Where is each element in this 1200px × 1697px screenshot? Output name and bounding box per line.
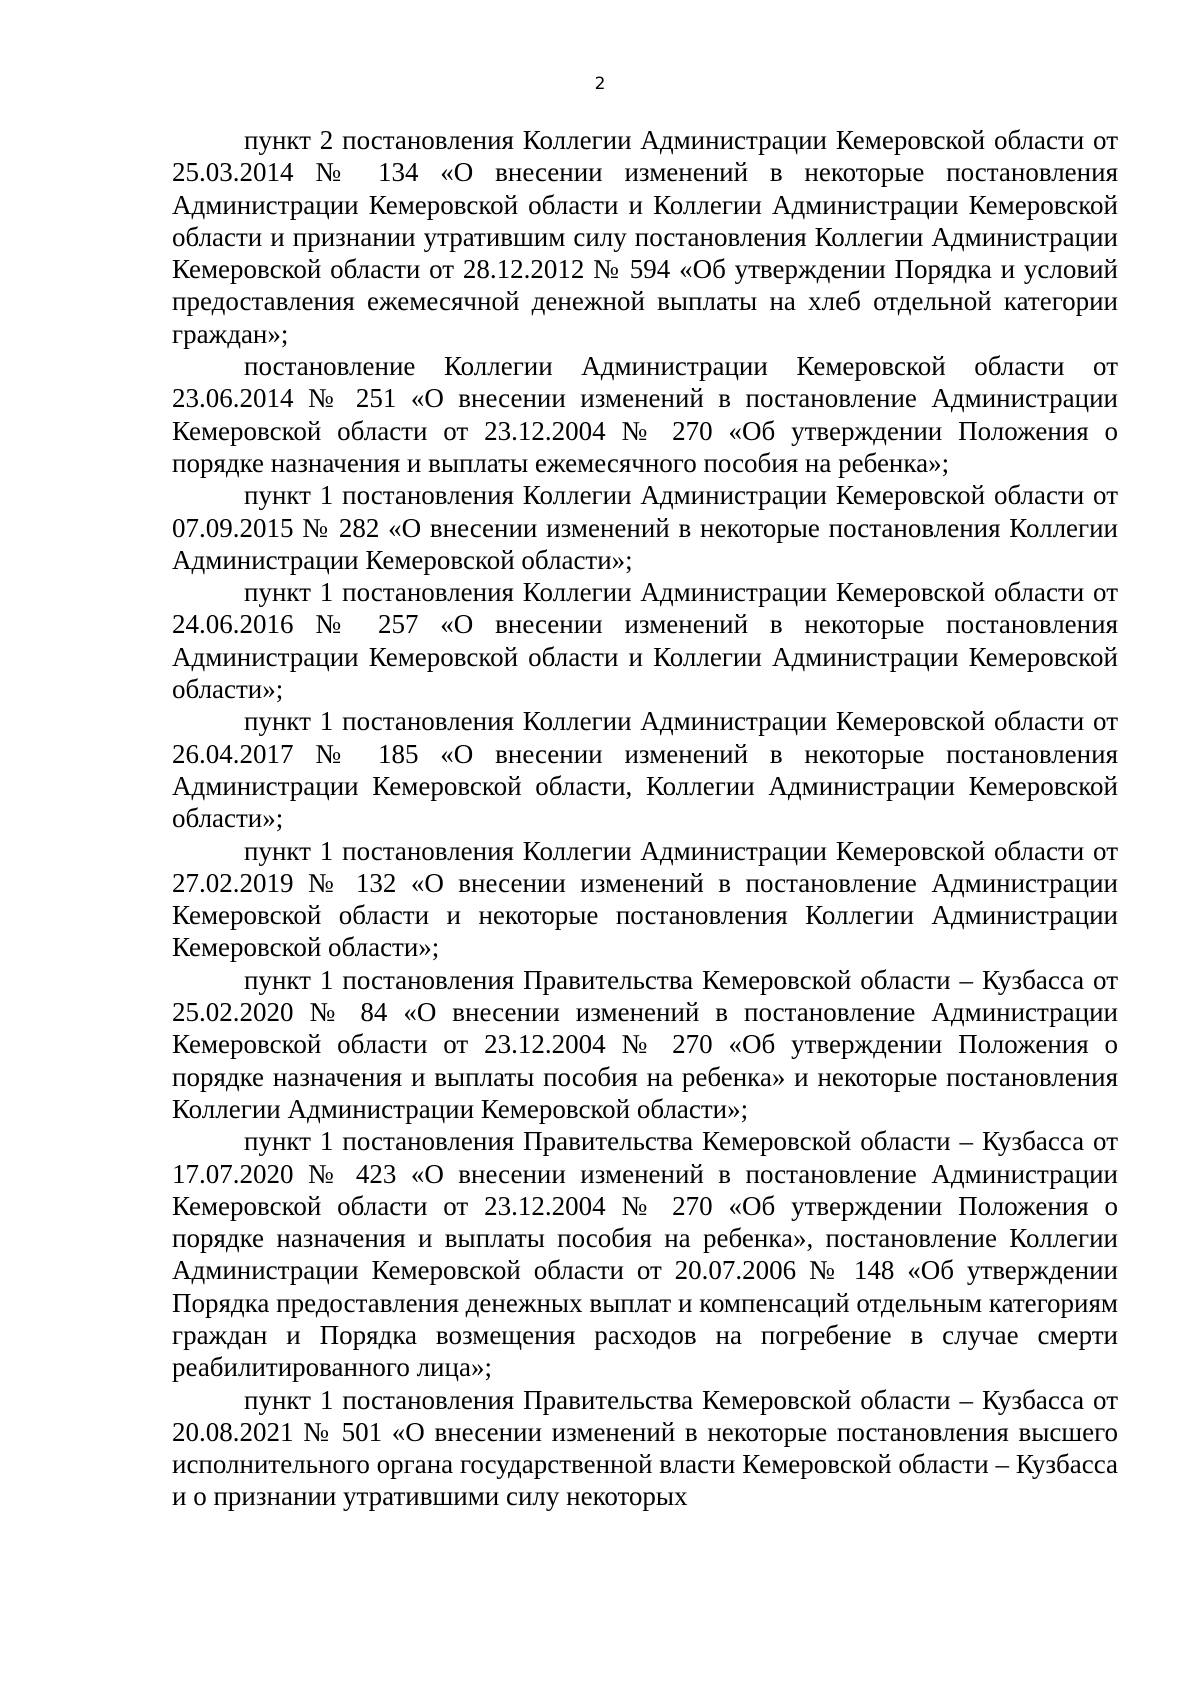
paragraph-3: пункт 1 постановления Коллегии Администрации Кемеровской области от 07.09.2015 № 282 «О внесении изменений в некоторые постановления Коллегии Администрации Кемеровской области»; — [172, 480, 1118, 575]
document-body — [172, 124, 1118, 1513]
page-number: 2 — [594, 74, 606, 94]
paragraph-4: пункт 1 постановления Коллегии Администрации Кемеровской области от 24.06.2016 № 257 «О внесении изменений в некоторые постановления Администрации Кемеровской области и Коллегии Администрации Кемеровской области»; — [172, 577, 1118, 705]
paragraph-2: постановление Коллегии Администрации Кемеровской области от 23.06.2014 № 251 «О внесении изменений в постановление Администрации Кемеровской области от 23.12.2004 № 270 «Об утверждении Положения о порядке назначения и выплаты ежемесячного пособия на ребенка»; — [172, 351, 1118, 478]
paragraph-9: пункт 1 постановления Правительства Кемеровской области – Кузбасса от 20.08.2021 № 501 «О внесении изменений в некоторые постановления высшего исполнительного органа государственной власти Кемеровской области – Кузбасса и о признании утратившими силу некоторых — [172, 1384, 1118, 1512]
paragraph-7: пункт 1 постановления Правительства Кемеровской области – Кузбасса от 25.02.2020 № 84 «О внесении изменений в постановление Администрации Кемеровской области от 23.12.2004 № 270 «Об утверждении Положения о порядке назначения и выплаты пособия на ребенка» и некоторые постановления Коллегии Администрации Кемеровской области»; — [172, 964, 1118, 1124]
paragraph-6: пункт 1 постановления Коллегии Администрации Кемеровской области от 27.02.2019 № 132 «О внесении изменений в постановление Администрации Кемеровской области и некоторые постановления Коллегии Администрации Кемеровской области»; — [172, 835, 1118, 963]
paragraph-1: пункт 2 постановления Коллегии Администрации Кемеровской области от 25.03.2014 № 134 «О внесении изменений в некоторые постановления Администрации Кемеровской области и Коллегии Администрации Кемеровской области и признании утратившим силу постановления Коллегии Администрации Кемеровской области от 28.12.2012 № 594 «Об утверждении Порядка и условий предоставления ежемесячной денежной выплаты на хлеб отдельной категории граждан»; — [172, 125, 1118, 349]
paragraph-5: пункт 1 постановления Коллегии Администрации Кемеровской области от 26.04.2017 № 185 «О внесении изменений в некоторые постановления Администрации Кемеровской области, Коллегии Администрации Кемеровской области»; — [172, 706, 1118, 834]
paragraph-8: пункт 1 постановления Правительства Кемеровской области – Кузбасса от 17.07.2020 № 423 «О внесении изменений в постановление Администрации Кемеровской области от 23.12.2004 № 270 «Об утверждении Положения о порядке назначения и выплаты пособия на ребенка», постановление Коллегии Администрации Кемеровской области от 20.07.2006 № 148 «Об утверждении Порядка предоставления денежных выплат и компенсаций отдельным категориям граждан и Порядка возмещения расходов на погребение в случае смерти реабилитированного лица»; — [172, 1126, 1118, 1383]
